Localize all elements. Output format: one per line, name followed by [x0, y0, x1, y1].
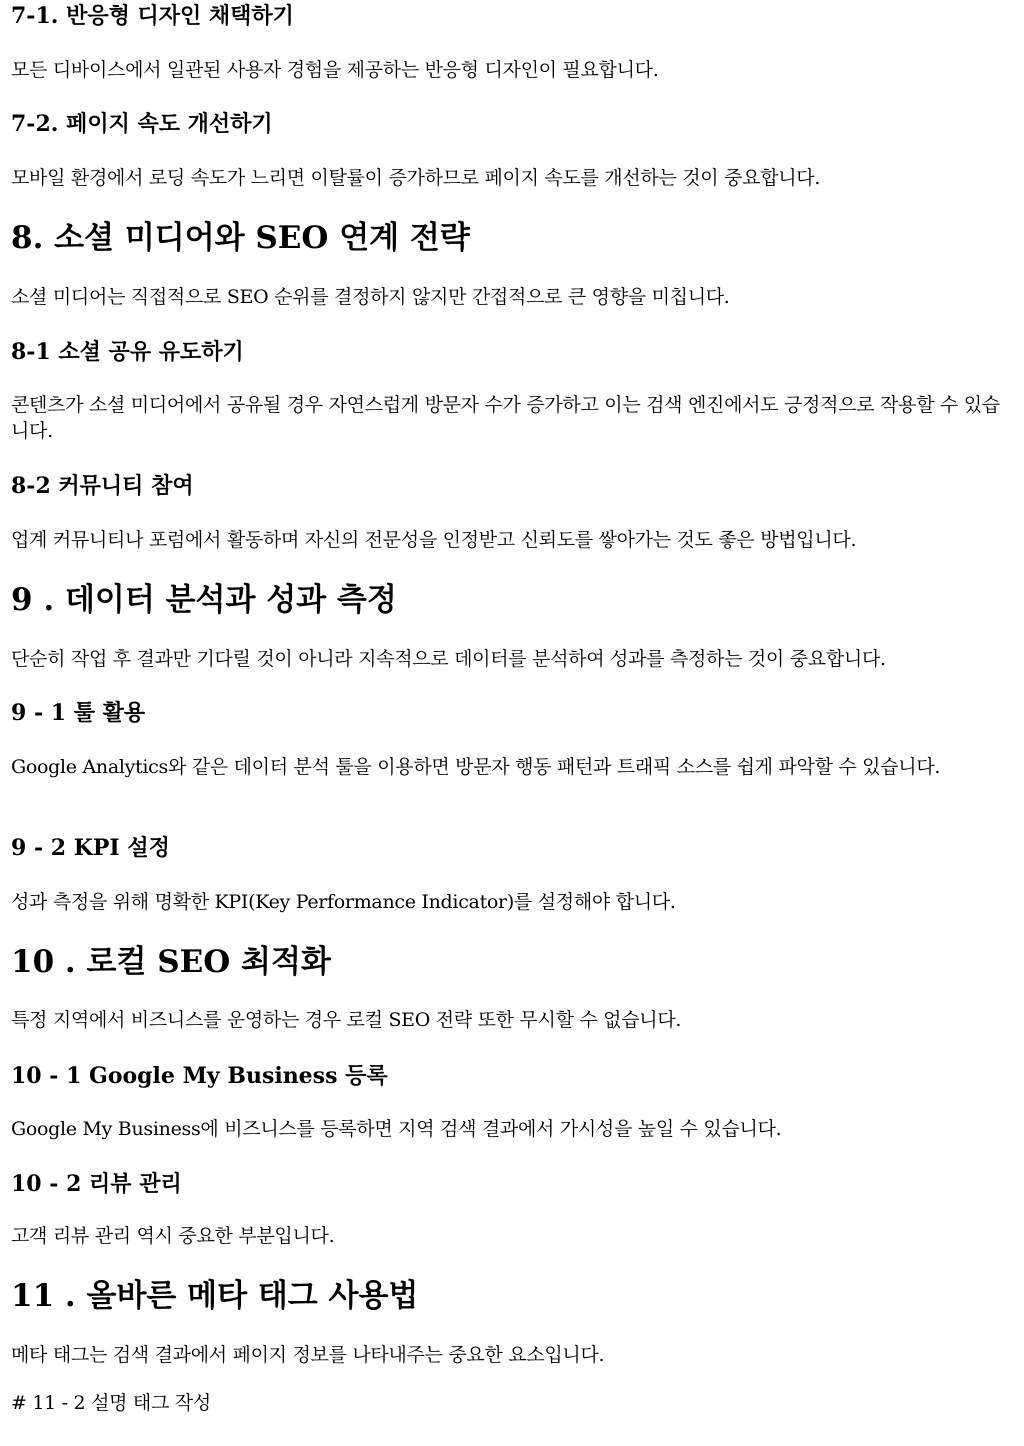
- paragraph-8-2: 업계 커뮤니티나 포럼에서 활동하며 자신의 전문성을 인정받고 신뢰도를 쌓아가는 것도 좋은 방법입니다.: [11, 529, 857, 551]
- heading-9-2: 9 - 2 KPI 설정: [11, 835, 170, 861]
- section-heading-10: 10 . 로컬 SEO 최적화: [11, 944, 331, 980]
- paragraph-10-1: Google My Business에 비즈니스를 등록하면 지역 검색 결과에서 가시성을 높일 수 있습니다.: [11, 1118, 782, 1140]
- heading-9-1: 9 - 1 툴 활용: [11, 700, 146, 726]
- heading-8-2: 8-2 커뮤니티 참여: [11, 473, 194, 499]
- section-heading-11: 11 . 올바른 메타 태그 사용법: [11, 1278, 419, 1314]
- heading-7-2: 7-2. 페이지 속도 개선하기: [11, 111, 273, 137]
- heading-7-1: 7-1. 반응형 디자인 채택하기: [11, 3, 294, 29]
- paragraph-8-1: 콘텐츠가 소셜 미디어에서 공유될 경우 자연스럽게 방문자 수가 증가하고 이는 검색 엔진에서도 긍정적으로 작용할 수 있습니다.: [11, 394, 1000, 442]
- paragraph-10: 특정 지역에서 비즈니스를 운영하는 경우 로컬 SEO 전략 또한 무시할 수 없습니다.: [11, 1009, 682, 1031]
- heading-10-1: 10 - 1 Google My Business 등록: [11, 1063, 388, 1089]
- paragraph-7-2: 모바일 환경에서 로딩 속도가 느리면 이탈률이 증가하므로 페이지 속도를 개선하는 것이 중요합니다.: [11, 167, 821, 189]
- section-heading-9: 9 . 데이터 분석과 성과 측정: [11, 582, 397, 618]
- heading-10-2: 10 - 2 리뷰 관리: [11, 1171, 182, 1197]
- paragraph-9-2: 성과 측정을 위해 명확한 KPI(Key Performance Indicator)를 설정해야 합니다.: [11, 891, 676, 913]
- paragraph-11: 메타 태그는 검색 결과에서 페이지 정보를 나타내주는 중요한 요소입니다.: [11, 1344, 605, 1366]
- paragraph-9: 단순히 작업 후 결과만 기다릴 것이 아니라 지속적으로 데이터를 분석하여 성과를 측정하는 것이 중요합니다.: [11, 648, 886, 670]
- paragraph-10-2: 고객 리뷰 관리 역시 중요한 부분입니다.: [11, 1225, 335, 1247]
- paragraph-8: 소셜 미디어는 직접적으로 SEO 순위를 결정하지 않지만 간접적으로 큰 영향을 미칩니다.: [11, 286, 730, 308]
- heading-8-1: 8-1 소셜 공유 유도하기: [11, 339, 244, 365]
- paragraph-7-1: 모든 디바이스에서 일관된 사용자 경험을 제공하는 반응형 디자인이 필요합니다.: [11, 59, 659, 81]
- paragraph-9-1: Google Analytics와 같은 데이터 분석 툴을 이용하면 방문자 행동 패턴과 트래픽 소스를 쉽게 파악할 수 있습니다.: [11, 756, 941, 778]
- paragraph-11-2-raw-heading: # 11 - 2 설명 태그 작성: [11, 1392, 211, 1414]
- section-heading-8: 8. 소셜 미디어와 SEO 연계 전략: [11, 220, 470, 256]
